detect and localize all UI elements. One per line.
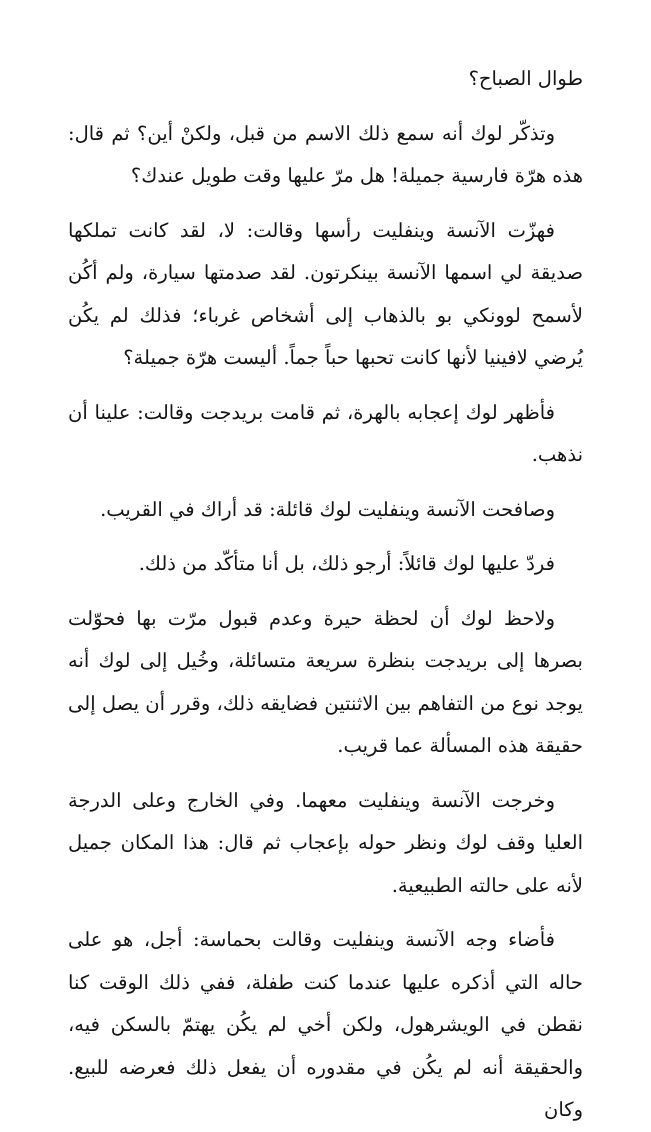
paragraph-1: طوال الصباح؟ xyxy=(468,67,583,90)
paragraph-7: ولاحظ لوك أن لحظة حيرة وعدم قبول مرّت بها فحوّلت بصرها إلى بريدجت بنظرة سريعة متسائلة، وخُيل إلى لوك أنه يوجد نوع من التفاهم بين الاثنتين فضايقه ذلك، وقرر أن يصل إلى حقيقة هذه المسألة عما قريب. xyxy=(68,606,583,757)
paragraph-2: وتذكّر لوك أنه سمع ذلك الاسم من قبل، ولكنْ أين؟ ثم قال: هذه هرّة فارسية جميلة! هل مرّ عليها وقت طويل عندك؟ xyxy=(68,121,583,187)
paragraph-8: وخرجت الآنسة وينفليت معهما. وفي الخارج وعلى الدرجة العليا وقف لوك ونظر حوله بإعجاب ثم قال: هذا المكان جميل لأنه على حالته الطبيعية. xyxy=(68,788,583,897)
paragraph-6: فردّ عليها لوك قائلاً: أرجو ذلك، بل أنا متأكّد من ذلك. xyxy=(138,552,555,575)
paragraph-3: فهزّت الآنسة وينفليت رأسها وقالت: لا، لقد كانت تملكها صديقة لي اسمها الآنسة بينكرتون. لقد صدمتها سيارة، ولم أكُن لأسمح لوونكي بو بالذهاب إلى أشخاص غرباء؛ فذلك لم يكُن يُرضي لافينيا لأنها كانت تحبها حباً جماً. أليست هرّة جميلة؟ xyxy=(68,218,583,369)
paragraph-9: فأضاء وجه الآنسة وينفليت وقالت بحماسة: أجل، هو على حاله التي أذكره عليها عندما كنت طفلة، ففي ذلك الوقت كنا نقطن في الويشرهول، ولكن أخي لم يكُن يهتمّ بالسكن فيه، والحقيقة أنه لم يكُن في مقدوره أن يفعل ذلك فعرضه للبيع. وكان xyxy=(68,928,583,1121)
paragraph-4: فأظهر لوك إعجابه بالهرة، ثم قامت بريدجت وقالت: علينا أن نذهب. xyxy=(68,400,583,466)
paragraph-5: وصافحت الآنسة وينفليت لوك قائلة: قد أراك في القريب. xyxy=(100,497,555,521)
book-page xyxy=(68,58,583,1121)
